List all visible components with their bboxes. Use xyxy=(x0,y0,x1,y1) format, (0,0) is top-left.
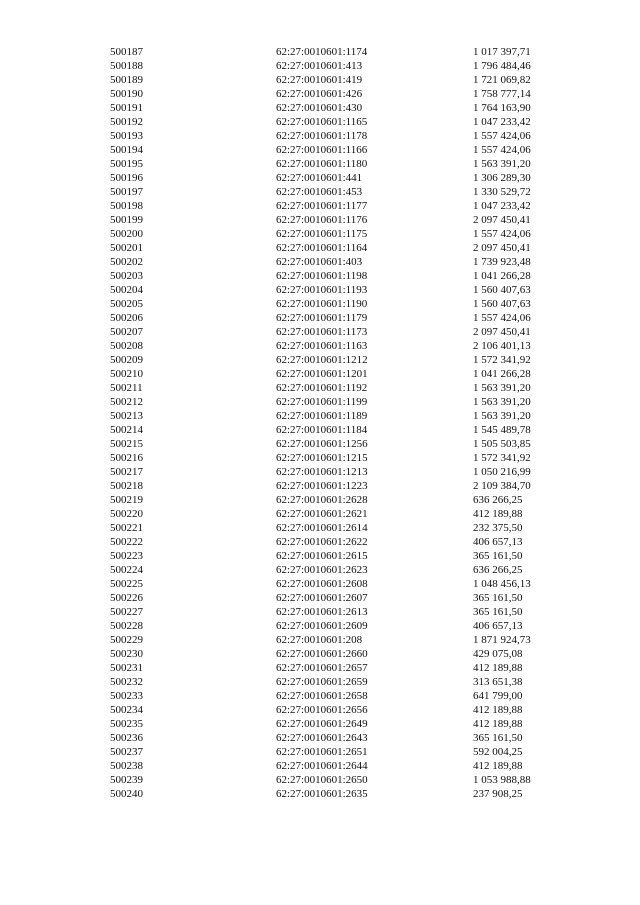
table-row xyxy=(110,563,593,577)
row-id-cell: 500205 xyxy=(110,298,143,310)
value-cell: 2 097 450,41 xyxy=(473,242,531,254)
table-row xyxy=(110,297,593,311)
table-row xyxy=(110,241,593,255)
cadastral-number-cell: 62:27:0010601:2628 xyxy=(276,494,368,506)
table-row xyxy=(110,129,593,143)
table-row xyxy=(110,689,593,703)
cadastral-number-cell: 62:27:0010601:2608 xyxy=(276,578,368,590)
row-id-cell: 500195 xyxy=(110,158,143,170)
row-id-cell: 500236 xyxy=(110,732,143,744)
cadastral-number-cell: 62:27:0010601:1213 xyxy=(276,466,368,478)
cadastral-number-cell: 62:27:0010601:1177 xyxy=(276,200,368,212)
row-id-cell: 500227 xyxy=(110,606,143,618)
value-cell: 1 047 233,42 xyxy=(473,116,531,128)
table-row xyxy=(110,591,593,605)
value-cell: 2 097 450,41 xyxy=(473,326,531,338)
cadastral-number-cell: 62:27:0010601:419 xyxy=(276,74,363,86)
table-row xyxy=(110,703,593,717)
value-cell: 1 557 424,06 xyxy=(473,312,531,324)
row-id-cell: 500228 xyxy=(110,620,143,632)
table-row xyxy=(110,311,593,325)
cadastral-number-cell: 62:27:0010601:1180 xyxy=(276,158,368,170)
value-cell: 1 721 069,82 xyxy=(473,74,531,86)
cadastral-number-cell: 62:27:0010601:453 xyxy=(276,186,363,198)
value-cell: 313 651,38 xyxy=(473,676,523,688)
row-id-cell: 500197 xyxy=(110,186,143,198)
cadastral-number-cell: 62:27:0010601:2615 xyxy=(276,550,368,562)
cadastral-number-cell: 62:27:0010601:2658 xyxy=(276,690,368,702)
value-cell: 1 505 503,85 xyxy=(473,438,531,450)
table-row xyxy=(110,451,593,465)
value-cell: 1 563 391,20 xyxy=(473,410,531,422)
row-id-cell: 500208 xyxy=(110,340,143,352)
table-row xyxy=(110,73,593,87)
row-id-cell: 500212 xyxy=(110,396,143,408)
row-id-cell: 500200 xyxy=(110,228,143,240)
cadastral-number-cell: 62:27:0010601:1223 xyxy=(276,480,368,492)
row-id-cell: 500210 xyxy=(110,368,143,380)
value-cell: 1 563 391,20 xyxy=(473,382,531,394)
table-row xyxy=(110,325,593,339)
table-row xyxy=(110,773,593,787)
row-id-cell: 500194 xyxy=(110,144,143,156)
value-cell: 1 050 216,99 xyxy=(473,466,531,478)
row-id-cell: 500202 xyxy=(110,256,143,268)
cadastral-number-cell: 62:27:0010601:2651 xyxy=(276,746,368,758)
value-cell: 412 189,88 xyxy=(473,704,523,716)
record-table-body xyxy=(110,45,593,801)
row-id-cell: 500238 xyxy=(110,760,143,772)
row-id-cell: 500226 xyxy=(110,592,143,604)
value-cell: 1 017 397,71 xyxy=(473,46,531,58)
table-row xyxy=(110,101,593,115)
cadastral-number-cell: 62:27:0010601:2635 xyxy=(276,788,368,800)
row-id-cell: 500207 xyxy=(110,326,143,338)
value-cell: 1 053 988,88 xyxy=(473,774,531,786)
row-id-cell: 500204 xyxy=(110,284,143,296)
cadastral-number-cell: 62:27:0010601:1176 xyxy=(276,214,368,226)
table-row xyxy=(110,395,593,409)
value-cell: 1 739 923,48 xyxy=(473,256,531,268)
cadastral-number-cell: 62:27:0010601:1193 xyxy=(276,284,368,296)
row-id-cell: 500231 xyxy=(110,662,143,674)
value-cell: 429 075,08 xyxy=(473,648,523,660)
cadastral-number-cell: 62:27:0010601:1163 xyxy=(276,340,368,352)
cadastral-number-cell: 62:27:0010601:1256 xyxy=(276,438,368,450)
value-cell: 1 557 424,06 xyxy=(473,130,531,142)
cadastral-number-cell: 62:27:0010601:2613 xyxy=(276,606,368,618)
value-cell: 641 799,00 xyxy=(473,690,523,702)
table-row xyxy=(110,661,593,675)
value-cell: 1 796 484,46 xyxy=(473,60,531,72)
table-row xyxy=(110,381,593,395)
table-row xyxy=(110,87,593,101)
table-row xyxy=(110,675,593,689)
row-id-cell: 500198 xyxy=(110,200,143,212)
row-id-cell: 500223 xyxy=(110,550,143,562)
cadastral-number-cell: 62:27:0010601:2649 xyxy=(276,718,368,730)
value-cell: 1 545 489,78 xyxy=(473,424,531,436)
table-row xyxy=(110,115,593,129)
table-row xyxy=(110,213,593,227)
value-cell: 1 041 266,28 xyxy=(473,368,531,380)
row-id-cell: 500219 xyxy=(110,494,143,506)
row-id-cell: 500239 xyxy=(110,774,143,786)
row-id-cell: 500221 xyxy=(110,522,143,534)
table-row xyxy=(110,59,593,73)
table-row xyxy=(110,717,593,731)
cadastral-number-cell: 62:27:0010601:2622 xyxy=(276,536,368,548)
table-row xyxy=(110,521,593,535)
row-id-cell: 500206 xyxy=(110,312,143,324)
value-cell: 365 161,50 xyxy=(473,592,523,604)
row-id-cell: 500199 xyxy=(110,214,143,226)
row-id-cell: 500189 xyxy=(110,74,143,86)
value-cell: 1 557 424,06 xyxy=(473,144,531,156)
value-cell: 1 557 424,06 xyxy=(473,228,531,240)
cadastral-number-cell: 62:27:0010601:2623 xyxy=(276,564,368,576)
value-cell: 1 758 777,14 xyxy=(473,88,531,100)
row-id-cell: 500217 xyxy=(110,466,143,478)
row-id-cell: 500216 xyxy=(110,452,143,464)
cadastral-number-cell: 62:27:0010601:441 xyxy=(276,172,363,184)
row-id-cell: 500215 xyxy=(110,438,143,450)
cadastral-number-cell: 62:27:0010601:403 xyxy=(276,256,363,268)
cadastral-number-cell: 62:27:0010601:1199 xyxy=(276,396,368,408)
cadastral-number-cell: 62:27:0010601:426 xyxy=(276,88,363,100)
value-cell: 406 657,13 xyxy=(473,536,523,548)
table-row xyxy=(110,619,593,633)
row-id-cell: 500229 xyxy=(110,634,143,646)
value-cell: 592 004,25 xyxy=(473,746,523,758)
table-row xyxy=(110,633,593,647)
table-row xyxy=(110,199,593,213)
row-id-cell: 500225 xyxy=(110,578,143,590)
cadastral-number-cell: 62:27:0010601:2643 xyxy=(276,732,368,744)
row-id-cell: 500240 xyxy=(110,788,143,800)
table-row xyxy=(110,549,593,563)
row-id-cell: 500214 xyxy=(110,424,143,436)
cadastral-number-cell: 62:27:0010601:2621 xyxy=(276,508,368,520)
value-cell: 1 048 456,13 xyxy=(473,578,531,590)
row-id-cell: 500196 xyxy=(110,172,143,184)
cadastral-number-cell: 62:27:0010601:2607 xyxy=(276,592,368,604)
table-row xyxy=(110,45,593,59)
value-cell: 1 572 341,92 xyxy=(473,354,531,366)
table-row xyxy=(110,409,593,423)
row-id-cell: 500191 xyxy=(110,102,143,114)
table-row xyxy=(110,577,593,591)
value-cell: 1 330 529,72 xyxy=(473,186,531,198)
value-cell: 636 266,25 xyxy=(473,564,523,576)
cadastral-number-cell: 62:27:0010601:1184 xyxy=(276,424,368,436)
cadastral-number-cell: 62:27:0010601:2614 xyxy=(276,522,368,534)
cadastral-number-cell: 62:27:0010601:1215 xyxy=(276,452,368,464)
cadastral-number-cell: 62:27:0010601:1189 xyxy=(276,410,368,422)
value-cell: 2 106 401,13 xyxy=(473,340,531,352)
cadastral-number-cell: 62:27:0010601:1175 xyxy=(276,228,368,240)
table-row xyxy=(110,269,593,283)
row-id-cell: 500224 xyxy=(110,564,143,576)
row-id-cell: 500190 xyxy=(110,88,143,100)
cadastral-number-cell: 62:27:0010601:2660 xyxy=(276,648,368,660)
table-row xyxy=(110,283,593,297)
row-id-cell: 500237 xyxy=(110,746,143,758)
cadastral-number-cell: 62:27:0010601:2656 xyxy=(276,704,368,716)
table-row xyxy=(110,479,593,493)
table-row xyxy=(110,787,593,801)
table-row xyxy=(110,143,593,157)
row-id-cell: 500203 xyxy=(110,270,143,282)
cadastral-number-cell: 62:27:0010601:1164 xyxy=(276,242,368,254)
row-id-cell: 500213 xyxy=(110,410,143,422)
table-row xyxy=(110,353,593,367)
cadastral-number-cell: 62:27:0010601:2650 xyxy=(276,774,368,786)
row-id-cell: 500220 xyxy=(110,508,143,520)
table-row xyxy=(110,255,593,269)
table-row xyxy=(110,759,593,773)
row-id-cell: 500218 xyxy=(110,480,143,492)
row-id-cell: 500234 xyxy=(110,704,143,716)
cadastral-number-cell: 62:27:0010601:1212 xyxy=(276,354,368,366)
cadastral-number-cell: 62:27:0010601:2644 xyxy=(276,760,368,772)
cadastral-number-cell: 62:27:0010601:1174 xyxy=(276,46,368,58)
table-row xyxy=(110,465,593,479)
row-id-cell: 500188 xyxy=(110,60,143,72)
row-id-cell: 500230 xyxy=(110,648,143,660)
value-cell: 365 161,50 xyxy=(473,732,523,744)
table-row xyxy=(110,157,593,171)
value-cell: 1 563 391,20 xyxy=(473,396,531,408)
table-row xyxy=(110,507,593,521)
value-cell: 1 047 233,42 xyxy=(473,200,531,212)
cadastral-number-cell: 62:27:0010601:1173 xyxy=(276,326,368,338)
value-cell: 412 189,88 xyxy=(473,508,523,520)
table-row xyxy=(110,367,593,381)
cadastral-number-cell: 62:27:0010601:1192 xyxy=(276,382,368,394)
row-id-cell: 500187 xyxy=(110,46,143,58)
table-row xyxy=(110,185,593,199)
value-cell: 365 161,50 xyxy=(473,550,523,562)
cadastral-number-cell: 62:27:0010601:2609 xyxy=(276,620,368,632)
table-row xyxy=(110,647,593,661)
table-row xyxy=(110,423,593,437)
cadastral-number-cell: 62:27:0010601:1178 xyxy=(276,130,368,142)
row-id-cell: 500209 xyxy=(110,354,143,366)
value-cell: 412 189,88 xyxy=(473,718,523,730)
cadastral-number-cell: 62:27:0010601:1179 xyxy=(276,312,368,324)
cadastral-number-cell: 62:27:0010601:2657 xyxy=(276,662,368,674)
value-cell: 2 109 384,70 xyxy=(473,480,531,492)
table-row xyxy=(110,227,593,241)
value-cell: 1 563 391,20 xyxy=(473,158,531,170)
value-cell: 412 189,88 xyxy=(473,662,523,674)
value-cell: 237 908,25 xyxy=(473,788,523,800)
value-cell: 1 560 407,63 xyxy=(473,298,531,310)
value-cell: 1 871 924,73 xyxy=(473,634,531,646)
table-row xyxy=(110,605,593,619)
value-cell: 232 375,50 xyxy=(473,522,523,534)
row-id-cell: 500232 xyxy=(110,676,143,688)
table-row xyxy=(110,535,593,549)
table-row xyxy=(110,437,593,451)
value-cell: 1 560 407,63 xyxy=(473,284,531,296)
row-id-cell: 500201 xyxy=(110,242,143,254)
value-cell: 365 161,50 xyxy=(473,606,523,618)
row-id-cell: 500193 xyxy=(110,130,143,142)
value-cell: 412 189,88 xyxy=(473,760,523,772)
cadastral-number-cell: 62:27:0010601:413 xyxy=(276,60,363,72)
record-table xyxy=(110,45,593,801)
table-row xyxy=(110,339,593,353)
table-row xyxy=(110,745,593,759)
cadastral-number-cell: 62:27:0010601:430 xyxy=(276,102,363,114)
cadastral-number-cell: 62:27:0010601:208 xyxy=(276,634,363,646)
cadastral-number-cell: 62:27:0010601:1190 xyxy=(276,298,368,310)
row-id-cell: 500211 xyxy=(110,382,143,394)
cadastral-number-cell: 62:27:0010601:2659 xyxy=(276,676,368,688)
value-cell: 1 041 266,28 xyxy=(473,270,531,282)
table-row xyxy=(110,171,593,185)
value-cell: 1 764 163,90 xyxy=(473,102,531,114)
row-id-cell: 500233 xyxy=(110,690,143,702)
cadastral-number-cell: 62:27:0010601:1165 xyxy=(276,116,368,128)
value-cell: 1 306 289,30 xyxy=(473,172,531,184)
table-row xyxy=(110,731,593,745)
value-cell: 1 572 341,92 xyxy=(473,452,531,464)
cadastral-number-cell: 62:27:0010601:1198 xyxy=(276,270,368,282)
row-id-cell: 500192 xyxy=(110,116,143,128)
cadastral-number-cell: 62:27:0010601:1166 xyxy=(276,144,368,156)
table-row xyxy=(110,493,593,507)
row-id-cell: 500222 xyxy=(110,536,143,548)
value-cell: 636 266,25 xyxy=(473,494,523,506)
cadastral-number-cell: 62:27:0010601:1201 xyxy=(276,368,368,380)
value-cell: 406 657,13 xyxy=(473,620,523,632)
row-id-cell: 500235 xyxy=(110,718,143,730)
value-cell: 2 097 450,41 xyxy=(473,214,531,226)
